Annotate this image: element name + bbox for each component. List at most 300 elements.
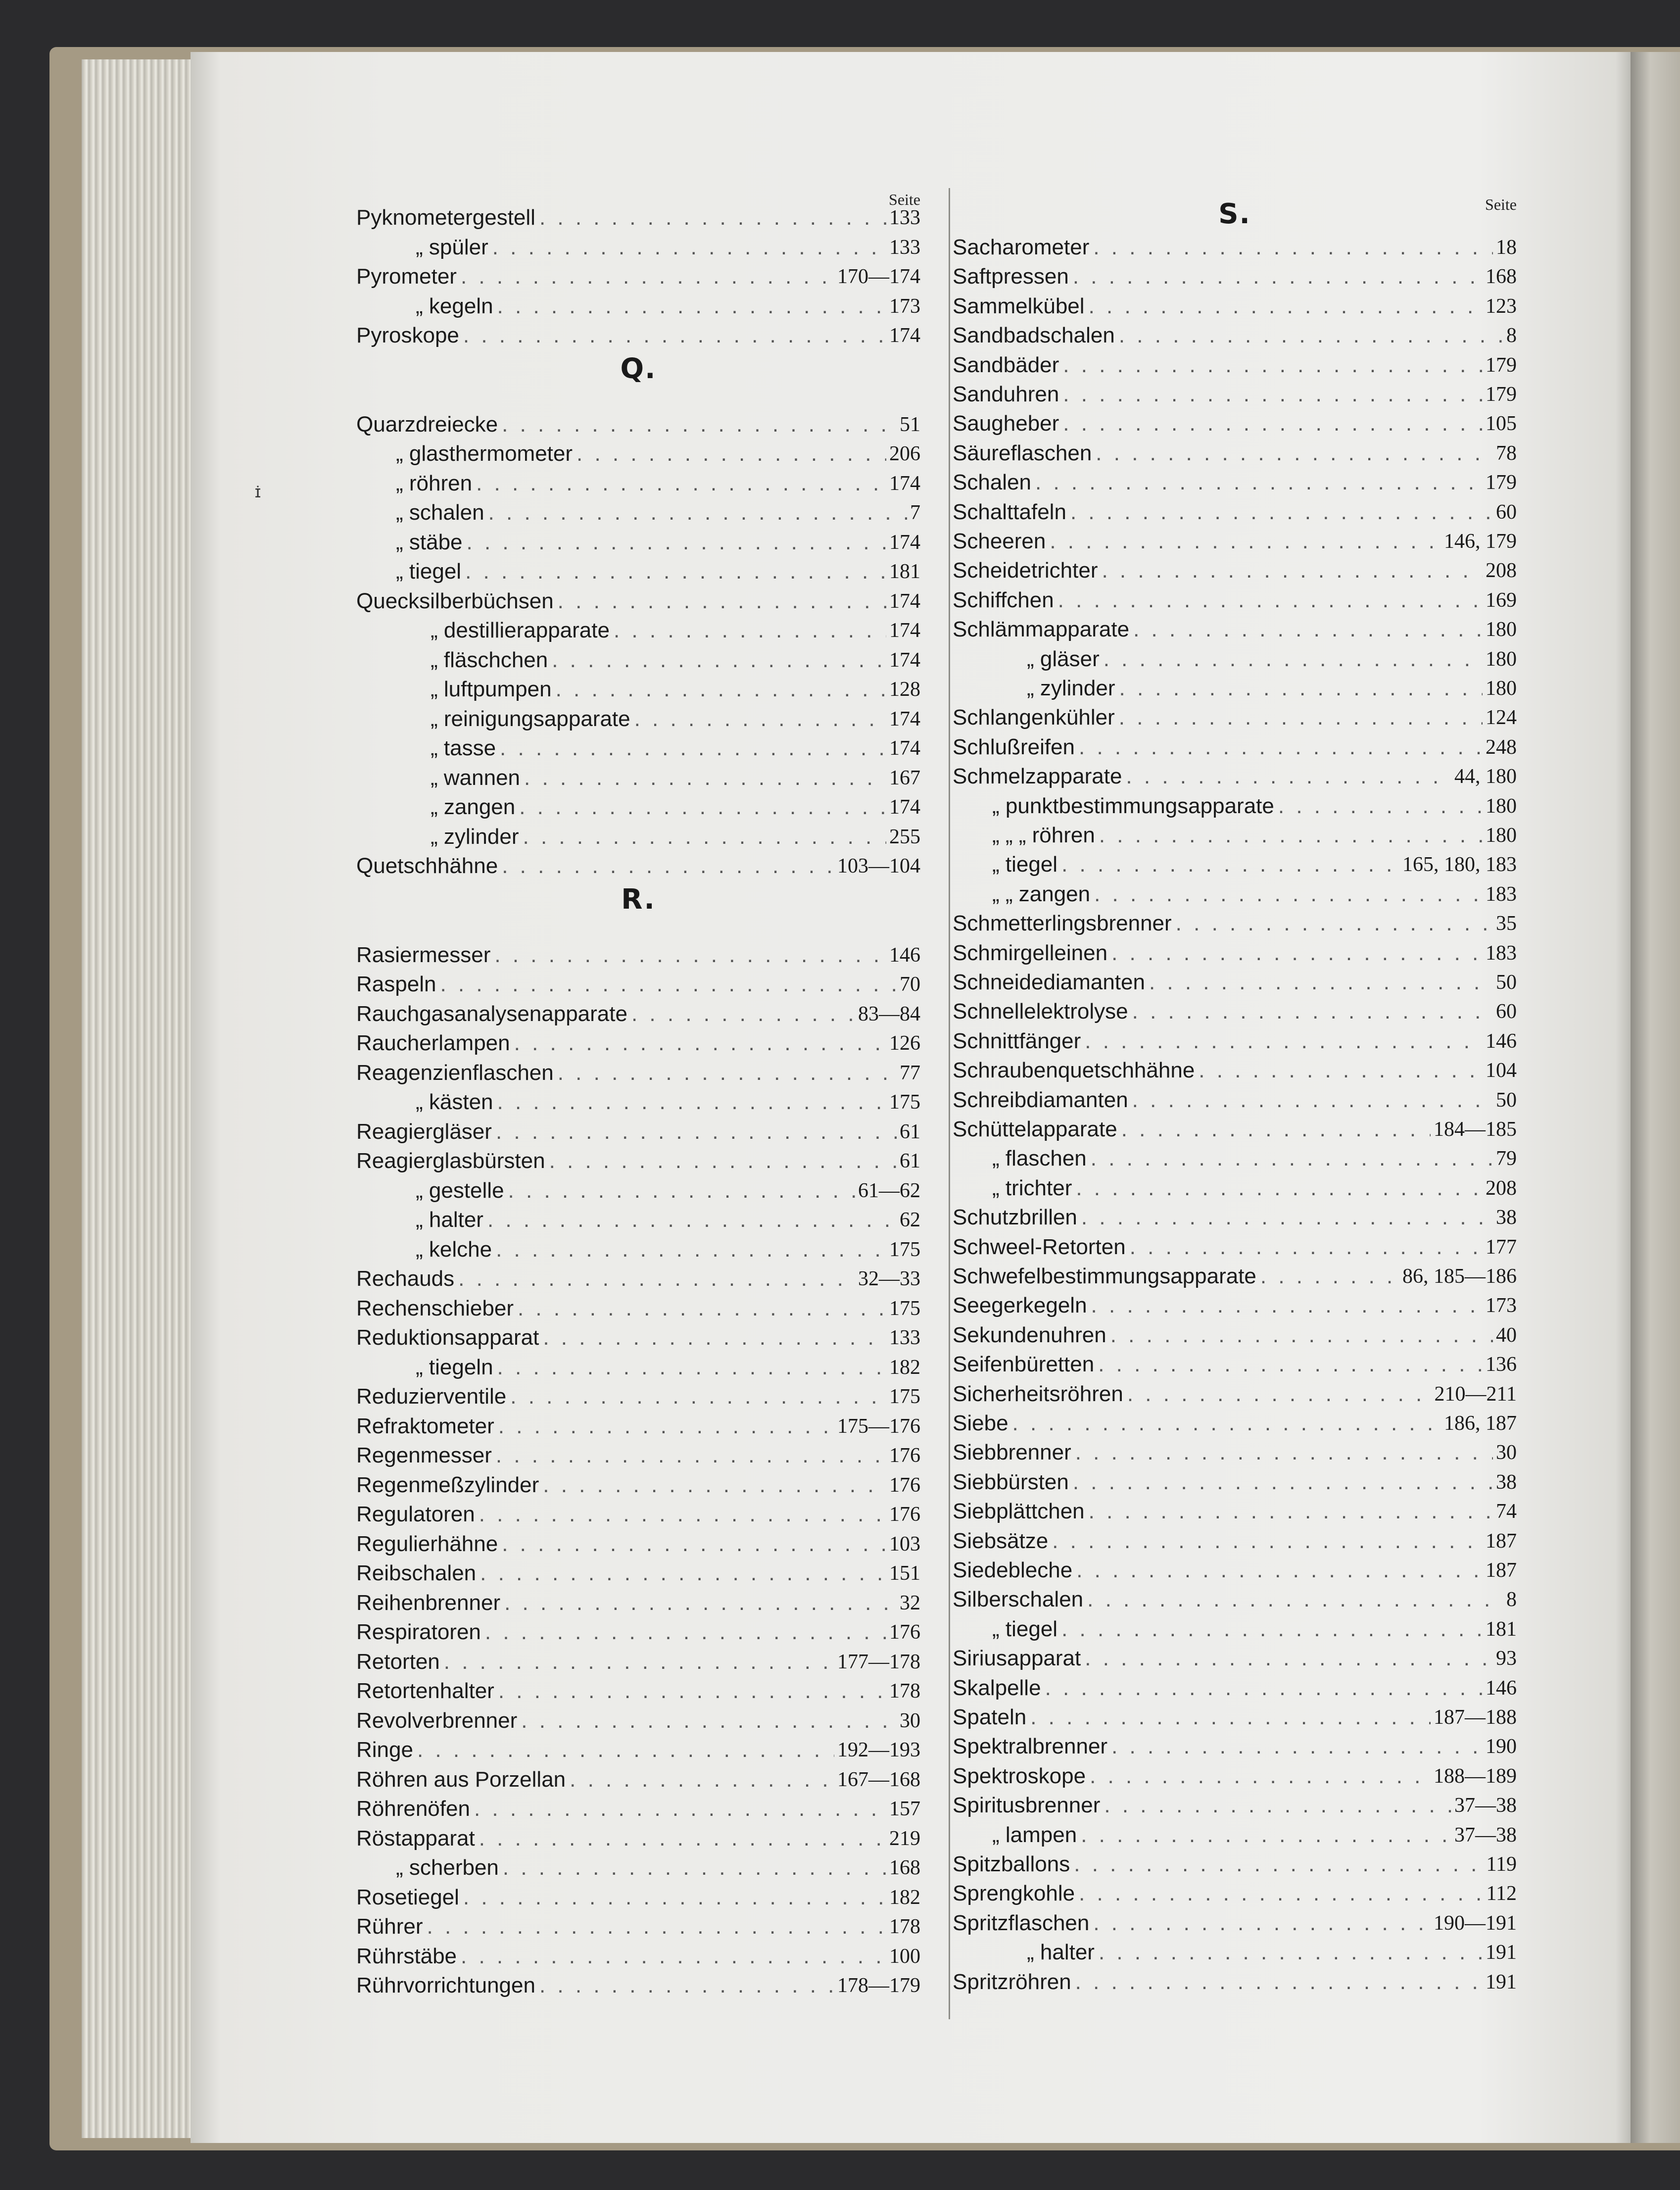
- leader-dots: [1122, 762, 1451, 791]
- leader-dots: [1087, 1144, 1493, 1173]
- index-entry: [953, 879, 1517, 909]
- entry-page: 190: [1486, 1735, 1517, 1758]
- leader-dots: [423, 1912, 887, 1942]
- entry-page: 30: [1496, 1441, 1517, 1464]
- entry-page: 191: [1486, 1970, 1517, 1994]
- leader-dots: [504, 1176, 855, 1206]
- leader-dots: [1115, 703, 1483, 732]
- entry-name: Spektroskope: [953, 1763, 1086, 1788]
- leader-dots: [535, 1971, 834, 2000]
- entry-page: 136: [1486, 1353, 1517, 1376]
- leader-dots: [554, 1058, 897, 1088]
- index-entry: [953, 1497, 1517, 1526]
- index-entry: [953, 1350, 1517, 1379]
- leader-dots: [514, 1294, 886, 1323]
- index-entry: [356, 1294, 920, 1323]
- entry-name: „ kelche: [416, 1237, 492, 1262]
- entry-name: Schlangenkühler: [953, 705, 1115, 730]
- entry-page: 176: [889, 1503, 920, 1526]
- entry-name: Rührer: [356, 1914, 423, 1939]
- entry-name: Raspeln: [356, 972, 436, 996]
- entry-name: Schnellelektrolyse: [953, 999, 1128, 1024]
- leader-dots: [493, 1353, 886, 1382]
- index-entry: [953, 1056, 1517, 1085]
- index-entry: [356, 1588, 920, 1618]
- entry-name: Schnittfänger: [953, 1028, 1081, 1053]
- leader-dots: [1095, 1938, 1483, 1967]
- entry-name: Quarzdreiecke: [356, 412, 498, 437]
- leader-dots: [1107, 938, 1483, 968]
- entry-name: Raucherlampen: [356, 1031, 510, 1055]
- leader-dots: [492, 1235, 886, 1265]
- index-entry: [356, 1500, 920, 1529]
- entry-page: 177: [1486, 1235, 1517, 1259]
- entry-page: 100: [889, 1945, 920, 1968]
- leader-dots: [1077, 1820, 1451, 1850]
- entry-page: 62: [900, 1209, 920, 1231]
- leader-dots: [1089, 1908, 1431, 1938]
- entry-name: Schreibdiamanten: [953, 1087, 1128, 1112]
- entry-name: „ halter: [1027, 1940, 1095, 1965]
- entry-page: 30: [900, 1709, 920, 1732]
- entry-name: Respiratoren: [356, 1620, 481, 1644]
- entry-page: 187: [1486, 1559, 1517, 1582]
- index-entry: [356, 1647, 920, 1677]
- index-entry: [953, 1673, 1517, 1703]
- entry-name: Reihenbrenner: [356, 1590, 501, 1615]
- entry-page: 112: [1486, 1882, 1517, 1905]
- entry-page: 174: [889, 324, 920, 347]
- entry-page: 18: [1496, 236, 1517, 259]
- index-entry: [953, 909, 1517, 938]
- entry-name: Schmelzapparate: [953, 764, 1122, 789]
- index-entry: [953, 1320, 1517, 1350]
- entry-page: 146: [1486, 1676, 1517, 1700]
- entry-page: 77: [900, 1061, 920, 1084]
- entry-name: Quecksilberbüchsen: [356, 588, 554, 613]
- entry-name: Siedebleche: [953, 1558, 1073, 1582]
- entry-name: „ destillierapparate: [431, 618, 610, 642]
- entry-page: 133: [889, 206, 920, 229]
- leader-dots: [566, 1765, 834, 1795]
- entry-name: „ tiegel: [396, 559, 462, 584]
- leader-dots: [1100, 1791, 1451, 1820]
- entry-name: Spektralbrenner: [953, 1734, 1108, 1759]
- entry-name: Sicherheitsröhren: [953, 1381, 1123, 1406]
- entry-page: 79: [1496, 1147, 1517, 1170]
- entry-name: Scheeren: [953, 529, 1046, 553]
- leader-dots: [1071, 1967, 1483, 1997]
- entry-page: 8: [1506, 1588, 1517, 1611]
- entry-page: 181: [1486, 1617, 1517, 1641]
- leader-dots: [454, 1264, 855, 1294]
- index-entry: [356, 1824, 920, 1853]
- entry-page: 175: [889, 1385, 920, 1408]
- entry-name: Regenmesser: [356, 1443, 492, 1467]
- leader-dots: [1115, 321, 1503, 350]
- entry-name: Retortenhalter: [356, 1679, 494, 1703]
- entry-page: 60: [1496, 500, 1517, 524]
- entry-page: 61—62: [858, 1179, 920, 1202]
- leader-dots: [552, 675, 886, 704]
- entry-name: „ reinigungsapparate: [431, 706, 630, 731]
- leader-dots: [1069, 262, 1483, 292]
- entry-page: 51: [900, 413, 920, 436]
- entry-name: Schalttafeln: [953, 499, 1066, 524]
- index-entry: [356, 233, 920, 262]
- margin-mark: ɪ̇: [255, 483, 261, 501]
- entry-name: Siebbürsten: [953, 1469, 1069, 1494]
- entry-page: 187: [1486, 1529, 1517, 1553]
- leader-dots: [1059, 409, 1483, 438]
- index-entry: [953, 791, 1517, 821]
- entry-name: „ kegeln: [416, 293, 493, 318]
- entry-name: Rosetiegel: [356, 1885, 459, 1909]
- entry-page: 7: [910, 501, 920, 524]
- leader-dots: [1041, 1673, 1483, 1703]
- leader-dots: [457, 262, 834, 292]
- entry-name: Spiritusbrenner: [953, 1793, 1101, 1818]
- entry-name: Retorten: [356, 1649, 440, 1674]
- entry-page: 83—84: [858, 1002, 920, 1025]
- entry-page: 173: [889, 294, 920, 318]
- entry-name: Schweel-Retorten: [953, 1234, 1126, 1259]
- index-entry: [953, 732, 1517, 762]
- entry-page: 176: [889, 1473, 920, 1497]
- entry-name: Schüttelapparate: [953, 1117, 1117, 1141]
- entry-name: „ zylinder: [431, 824, 519, 849]
- entry-page: 50: [1496, 1088, 1517, 1112]
- leader-dots: [1086, 1761, 1431, 1791]
- leader-dots: [440, 1647, 834, 1677]
- leader-dots: [492, 1117, 897, 1147]
- entry-name: „ fläschchen: [431, 647, 548, 672]
- index-entry: [356, 1411, 920, 1441]
- entry-page: 169: [1486, 588, 1517, 612]
- leader-dots: [1195, 1056, 1483, 1085]
- leader-dots: [500, 1588, 897, 1618]
- leader-dots: [1274, 791, 1483, 821]
- entry-name: Revolverbrenner: [356, 1708, 518, 1733]
- entry-page: 178—179: [837, 1974, 920, 1997]
- entry-page: 168: [889, 1856, 920, 1879]
- leader-dots: [1077, 1203, 1493, 1232]
- leader-dots: [506, 1382, 886, 1411]
- entry-page: 50: [1496, 971, 1517, 994]
- index-entry: [953, 1526, 1517, 1556]
- leader-dots: [1083, 1585, 1503, 1614]
- index-entry: [953, 1614, 1517, 1644]
- entry-page: 93: [1496, 1647, 1517, 1670]
- index-entry: [953, 556, 1517, 585]
- entry-name: „ „ zangen: [992, 881, 1091, 906]
- entry-name: Silberschalen: [953, 1587, 1084, 1612]
- entry-name: „ tiegel: [992, 852, 1058, 877]
- index-entry: [356, 439, 920, 469]
- index-entry: [356, 1441, 920, 1470]
- index-entry: [356, 1382, 920, 1411]
- leader-dots: [1090, 879, 1483, 909]
- index-entry: [953, 1262, 1517, 1291]
- index-entry: [953, 1467, 1517, 1497]
- index-entry: [953, 1849, 1517, 1879]
- leader-dots: [520, 763, 886, 793]
- entry-name: Siebsätze: [953, 1528, 1049, 1553]
- leader-dots: [481, 1617, 886, 1647]
- leader-dots: [1106, 1320, 1493, 1350]
- index-entry: [356, 675, 920, 704]
- index-entry: [356, 1146, 920, 1176]
- index-entry: [953, 438, 1517, 468]
- entry-page: 44, 180: [1454, 765, 1517, 788]
- leader-dots: [1057, 1614, 1483, 1644]
- entry-name: „ röhren: [396, 471, 473, 495]
- leader-dots: [1145, 968, 1493, 997]
- entry-name: Röstapparat: [356, 1826, 475, 1850]
- leader-dots: [1095, 821, 1483, 850]
- entry-name: Siebplättchen: [953, 1499, 1085, 1524]
- leader-dots: [510, 1028, 886, 1058]
- leader-dots: [519, 822, 887, 852]
- entry-page: 70: [900, 973, 920, 996]
- index-entry: [356, 528, 920, 557]
- entry-name: Sacharometer: [953, 235, 1090, 259]
- index-entry: [356, 1971, 920, 2000]
- entry-page: 174: [889, 737, 920, 760]
- entry-page: 151: [889, 1562, 920, 1585]
- leader-dots: [475, 1500, 886, 1529]
- index-entry: [356, 262, 920, 292]
- index-entry: [356, 1117, 920, 1147]
- entry-page: 183: [1486, 941, 1517, 965]
- entry-page: 86, 185—186: [1402, 1265, 1517, 1288]
- leader-dots: [1172, 909, 1493, 938]
- index-entry: [953, 615, 1517, 644]
- entry-page: 180: [1486, 618, 1517, 641]
- index-entry: [356, 586, 920, 616]
- entry-name: Regulierhähne: [356, 1531, 498, 1556]
- section-letter: Q.: [620, 352, 657, 385]
- entry-page: 168: [1486, 265, 1517, 289]
- leader-dots: [539, 1323, 886, 1353]
- index-entry: [356, 1264, 920, 1294]
- entry-page: 126: [889, 1032, 920, 1055]
- entry-name: Seegerkegeln: [953, 1293, 1087, 1318]
- index-entry: [953, 968, 1517, 997]
- entry-name: Schiffchen: [953, 587, 1054, 612]
- index-entry: [953, 409, 1517, 438]
- entry-page: 165, 180, 183: [1402, 853, 1517, 876]
- index-entry: [953, 380, 1517, 409]
- entry-name: „ stäbe: [396, 530, 463, 554]
- entry-name: Rauchgasanalysenapparate: [356, 1001, 627, 1026]
- index-entry: [356, 645, 920, 675]
- entry-name: „ punktbestimmungsapparate: [992, 793, 1274, 818]
- entry-name: Schutzbrillen: [953, 1205, 1077, 1230]
- index-entry: [356, 970, 920, 999]
- index-entry: [953, 1585, 1517, 1614]
- entry-name: Skalpelle: [953, 1675, 1041, 1700]
- entry-page: 176: [889, 1621, 920, 1644]
- entry-page: 60: [1496, 1000, 1517, 1023]
- entry-name: Spateln: [953, 1705, 1027, 1729]
- entry-name: Sandbäder: [953, 352, 1059, 377]
- entry-page: 180: [1486, 677, 1517, 700]
- index-entry: [953, 821, 1517, 850]
- index-entry: [953, 1144, 1517, 1173]
- leader-dots: [545, 1146, 897, 1176]
- index-entry: [356, 292, 920, 321]
- entry-name: „ glasthermometer: [396, 441, 573, 466]
- entry-page: 174: [889, 707, 920, 730]
- leader-dots: [1075, 1879, 1483, 1908]
- entry-page: 187—188: [1434, 1706, 1517, 1729]
- entry-page: 180: [1486, 647, 1517, 671]
- entry-name: Schmetterlingsbrenner: [953, 911, 1172, 936]
- index-entry: [356, 203, 920, 233]
- leader-dots: [499, 1853, 886, 1883]
- entry-page: 248: [1486, 735, 1517, 759]
- entry-page: 177—178: [837, 1650, 920, 1673]
- leader-dots: [459, 321, 886, 350]
- column-divider: [949, 188, 950, 2019]
- leader-dots: [1066, 497, 1493, 527]
- leader-dots: [1094, 1350, 1483, 1379]
- leader-dots: [493, 1087, 886, 1117]
- index-entry: [953, 674, 1517, 703]
- leader-dots: [1008, 1409, 1441, 1438]
- entry-page: 38: [1496, 1470, 1517, 1494]
- leader-dots: [1059, 350, 1483, 380]
- leader-dots: [498, 1529, 886, 1559]
- leader-dots: [1048, 1526, 1483, 1556]
- index-entry: [953, 1967, 1517, 1997]
- entry-name: Schlämmapparate: [953, 617, 1130, 642]
- leader-dots: [1128, 997, 1493, 1026]
- index-entry: [953, 1791, 1517, 1820]
- entry-name: Scheidetrichter: [953, 558, 1098, 583]
- entry-page: 174: [889, 589, 920, 613]
- index-entry: [356, 1353, 920, 1382]
- leader-dots: [413, 1735, 834, 1765]
- entry-page: 174: [889, 619, 920, 642]
- leader-dots: [610, 616, 886, 645]
- index-entry: [953, 1761, 1517, 1791]
- entry-page: 32: [900, 1591, 920, 1614]
- index-entry: [953, 997, 1517, 1026]
- leader-dots: [539, 1470, 886, 1500]
- entry-name: Reduzierventile: [356, 1384, 507, 1409]
- leader-dots: [1085, 292, 1483, 321]
- entry-name: Rührvorrichtungen: [356, 1973, 535, 1997]
- entry-page: 61: [900, 1120, 920, 1143]
- leader-dots: [488, 233, 886, 262]
- index-entry: [356, 1205, 920, 1235]
- leader-dots: [1071, 1438, 1493, 1467]
- entry-page: 37—38: [1454, 1823, 1517, 1847]
- index-entry: [953, 1703, 1517, 1732]
- entry-page: 206: [889, 442, 920, 465]
- index-entry: [356, 616, 920, 645]
- leader-dots: [498, 410, 897, 439]
- leader-dots: [1089, 233, 1493, 262]
- leader-dots: [1046, 527, 1441, 556]
- entry-name: Pyknometergestell: [356, 205, 535, 230]
- entry-name: Säureflaschen: [953, 440, 1092, 465]
- entry-name: Schlußreifen: [953, 734, 1075, 759]
- entry-page: 180: [1486, 824, 1517, 847]
- index-entry: [356, 1087, 920, 1117]
- leader-dots: [515, 792, 886, 822]
- entry-page: 123: [1486, 294, 1517, 318]
- leader-dots: [1070, 1849, 1483, 1879]
- entry-page: 74: [1496, 1500, 1517, 1523]
- entry-name: „ tiegeln: [416, 1355, 493, 1379]
- entry-name: Reagierglasbürsten: [356, 1149, 545, 1173]
- entry-page: 178: [889, 1915, 920, 1938]
- index-entry: [953, 1879, 1517, 1908]
- entry-name: Refraktometer: [356, 1413, 494, 1438]
- index-entry: [356, 822, 920, 852]
- index-entry: [356, 1176, 920, 1206]
- index-entry: [356, 733, 920, 763]
- entry-page: 192—193: [837, 1739, 920, 1761]
- entry-page: 78: [1496, 441, 1517, 465]
- entry-name: „ tasse: [431, 736, 496, 760]
- entry-page: 104: [1486, 1059, 1517, 1082]
- seite-label: Seite: [1485, 195, 1517, 213]
- index-entry: [356, 498, 920, 528]
- index-entry: [356, 410, 920, 439]
- leader-dots: [1126, 1232, 1483, 1262]
- entry-name: Reibschalen: [356, 1561, 477, 1585]
- entry-name: „ flaschen: [992, 1146, 1087, 1171]
- entry-page: 174: [889, 472, 920, 495]
- entry-page: 8: [1506, 324, 1517, 347]
- index-entry: [953, 1938, 1517, 1967]
- entry-page: 40: [1496, 1323, 1517, 1347]
- leader-dots: [1128, 1085, 1493, 1115]
- index-entry: [356, 1853, 920, 1883]
- entry-page: 157: [889, 1798, 920, 1820]
- leader-dots: [1117, 1115, 1431, 1144]
- entry-page: 146: [889, 943, 920, 967]
- index-entry: [356, 1470, 920, 1500]
- index-entry: [356, 1676, 920, 1706]
- index-entry: [356, 1323, 920, 1353]
- leader-dots: [470, 1794, 886, 1824]
- index-entry: [356, 792, 920, 822]
- entry-page: 176: [889, 1444, 920, 1467]
- entry-name: „ wannen: [431, 765, 521, 790]
- index-entry: [953, 497, 1517, 527]
- entry-name: Reduktionsapparat: [356, 1325, 539, 1350]
- leader-dots: [1085, 1497, 1493, 1526]
- index-entry: [356, 1706, 920, 1736]
- leader-dots: [1107, 1732, 1483, 1761]
- entry-page: 184—185: [1434, 1118, 1517, 1141]
- entry-name: Schalen: [953, 470, 1032, 495]
- entry-page: 186, 187: [1444, 1412, 1517, 1435]
- leader-dots: [1081, 1026, 1483, 1056]
- entry-name: Regenmeßzylinder: [356, 1472, 539, 1497]
- entry-page: 208: [1486, 1176, 1517, 1200]
- entry-page: 170—174: [837, 265, 920, 288]
- entry-name: „ luftpumpen: [431, 677, 552, 701]
- leader-dots: [1092, 438, 1493, 468]
- entry-name: „ schalen: [396, 500, 484, 525]
- index-entry: [356, 1883, 920, 1912]
